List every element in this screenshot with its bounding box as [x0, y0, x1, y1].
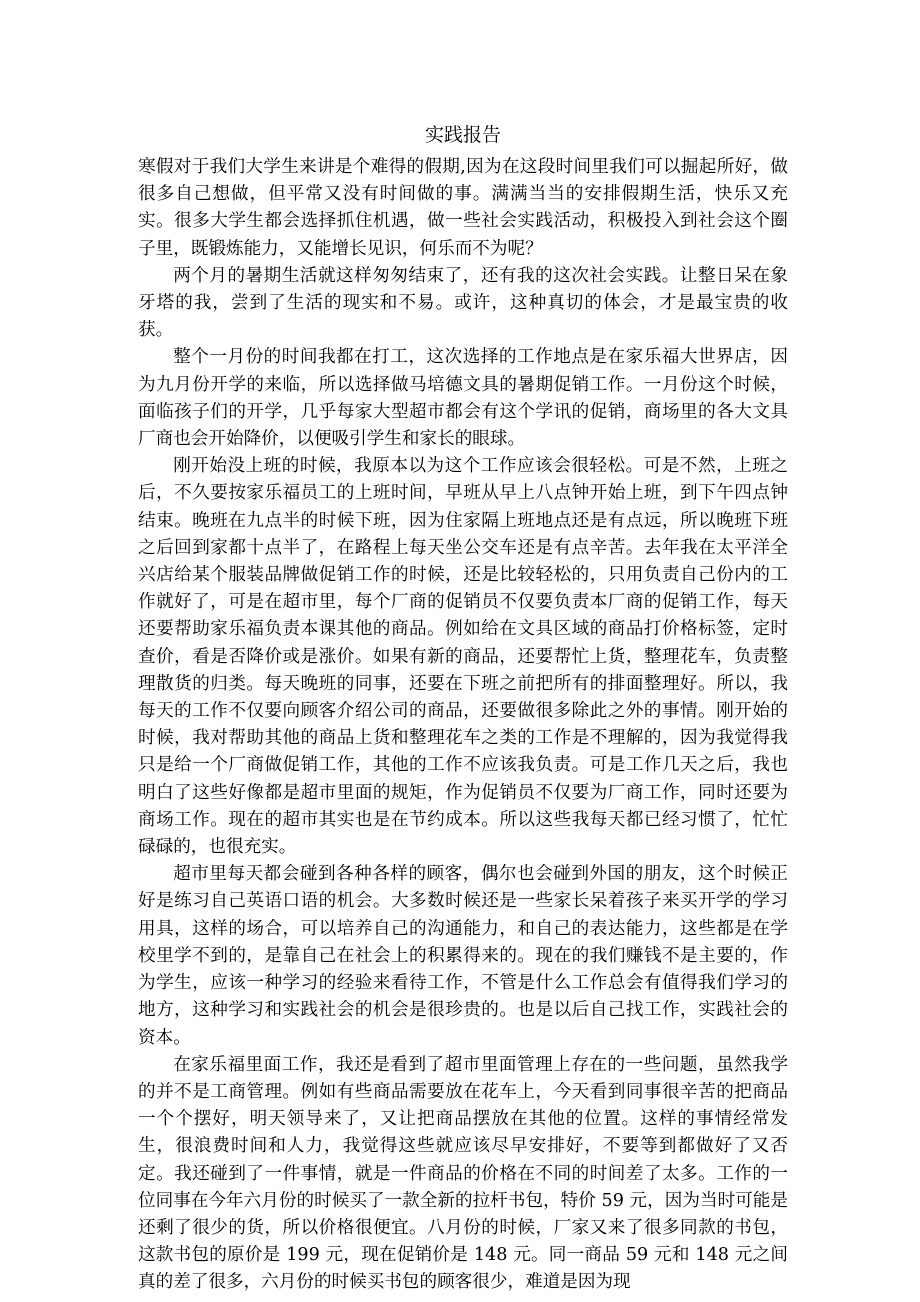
paragraph-5: 超市里每天都会碰到各种各样的顾客，偶尔也会碰到外国的朋友，这个时候正好是练习自己英语口语的机会。大多数时候还是一些家长呆着孩子来买开学的学习用具，这样的场合，可以培养自己的沟通能力，和自己的表达能力，这些都是在学校里学不到的，是靠自己在社会上的积累得来的。现在的我们赚钱不是主要的，作为学生，应该一种学习的经验来看待工作，不管是什么工作总会有值得我们学习的地方，这种学习和实践社会的机会是很珍贵的。也是以后自己找工作，实践社会的资本。 [138, 864, 788, 1048]
paragraph-6: 在家乐福里面工作，我还是看到了超市里面管理上存在的一些问题，虽然我学的并不是工商管理。例如有些商品需要放在花车上，今天看到同事很辛苦的把商品一个个摆好，明天领导来了，又让把商品摆放在其他的位置。这样的事情经常发生，很浪费时间和人力，我觉得这些就应该尽早安排好，不要等到都做好了又否定。我还碰到了一件事情，就是一件商品的价格在不同的时间差了太多。工作的一位同事在今年六月份的时候买了一款全新的拉杆书包，特价 59 元，因为当时可能是还剩了很少的货，所以价格很便宜。八月份的时候，厂家又来了很多同款的书包，这款书包的原价是 199 元，现在促销价是 148 元。同一商品 59 元和 148 元之间真的差了很多，六月份的时候买书包的顾客很少，难道是因为现 [138, 1054, 788, 1293]
paragraph-3: 整个一月份的时间我都在打工，这次选择的工作地点是在家乐福大世界店，因为九月份开学的来临，所以选择做马培德文具的暑期促销工作。一月份这个时候，面临孩子们的开学，几乎每家大型超市都会有这个学讯的促销，商场里的各大文具厂商也会开始降价，以便吸引学生和家长的眼球。 [138, 347, 788, 450]
document-title: 实践报告 [424, 124, 501, 146]
paragraph-4: 刚开始没上班的时候，我原本以为这个工作应该会很轻松。可是不然，上班之后，不久要按家乐福员工的上班时间，早班从早上八点钟开始上班，到下午四点钟结束。晚班在九点半的时候下班，因为住家隔上班地点还是有点远，所以晚班下班之后回到家都十点半了，在路程上每天坐公交车还是有点辛苦。去年我在太平洋全兴店给某个服装品牌做促销工作的时候，还是比较轻松的，只用负责自己份内的工作就好了，可是在超市里，每个厂商的促销员不仅要负责本厂商的促销工作，每天还要帮助家乐福负责本课其他的商品。例如给在文具区域的商品打价格标签，定时查价，看是否降价或是涨价。如果有新的商品，还要帮忙上货，整理花车，负责整理散货的归类。每天晚班的同事，还要在下班之前把所有的排面整理好。所以，我每天的工作不仅要向顾客介绍公司的商品，还要做很多除此之外的事情。刚开始的时候，我对帮助其他的商品上货和整理花车之类的工作是不理解的，因为我觉得我只是给一个厂商做促销工作，其他的工作不应该我负责。可是工作几天之后，我也明白了这些好像都是超市里面的规矩，作为促销员不仅要为厂商工作，同时还要为商场工作。现在的超市其实也是在节约成本。所以这些我每天都已经习惯了，忙忙碌碌的，也很充实。 [138, 456, 788, 858]
document-body [138, 120, 788, 1297]
paragraph-2: 两个月的暑期生活就这样匆匆结束了，还有我的这次社会实践。让整日呆在象牙塔的我，尝到了生活的现实和不易。或许，这种真切的体会，才是最宝贵的收获。 [138, 265, 788, 341]
paragraph-1: 寒假对于我们大学生来讲是个难得的假期,因为在这段时间里我们可以掘起所好，做很多自己想做，但平常又没有时间做的事。满满当当的安排假期生活，快乐又充实。很多大学生都会选择抓住机遇，做一些社会实践活动，积极投入到社会这个圈子里，既锻炼能力，又能增长见识，何乐而不为呢？ [138, 157, 788, 259]
